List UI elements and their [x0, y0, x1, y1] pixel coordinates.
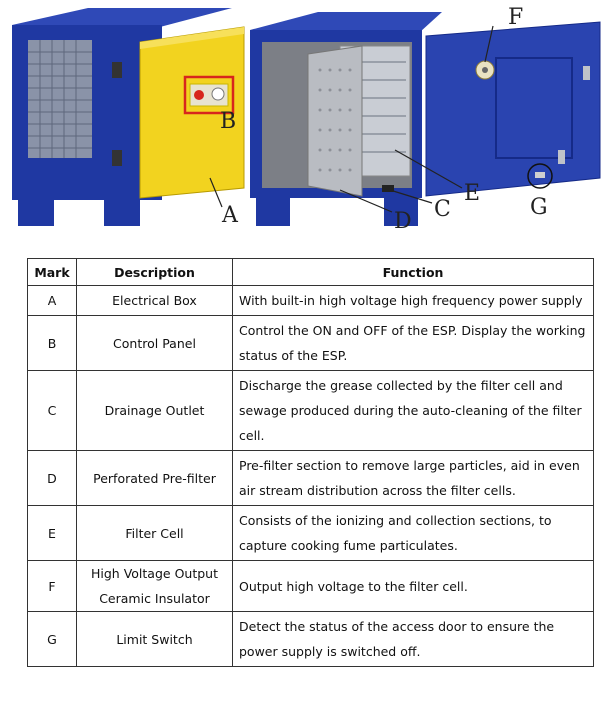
row-mark: C — [28, 371, 77, 451]
callout-g: G — [530, 195, 548, 220]
table-header-row — [28, 259, 594, 286]
row-function: Discharge the grease collected by the filter cell and sewage produced during the auto-cleaning of the filter cell. — [233, 371, 594, 451]
row-description: High Voltage Output Ceramic Insulator — [77, 561, 233, 612]
row-mark: D — [28, 451, 77, 506]
table-row — [28, 286, 594, 316]
callout-a: A — [222, 203, 238, 228]
row-mark: G — [28, 612, 77, 667]
table-row — [28, 561, 594, 612]
table-row — [28, 371, 594, 451]
row-mark: E — [28, 506, 77, 561]
table-row — [28, 316, 594, 371]
row-description: Electrical Box — [77, 286, 233, 316]
row-function: Detect the status of the access door to ensure the power supply is switched off. — [233, 612, 594, 667]
esp-unit-closed — [12, 8, 244, 226]
row-function: With built-in high voltage high frequency power supply — [233, 286, 594, 316]
callout-c: C — [434, 197, 451, 222]
callout-f: F — [508, 5, 524, 30]
row-function: Pre-filter section to remove large particles, aid in even air stream distribution across the filter cells. — [233, 451, 594, 506]
callout-e: E — [464, 181, 481, 206]
callout-d: D — [394, 209, 412, 234]
row-description: Perforated Pre-filter — [77, 451, 233, 506]
table-row — [28, 451, 594, 506]
row-description: Drainage Outlet — [77, 371, 233, 451]
table-row — [28, 612, 594, 667]
header-function: Function — [233, 259, 594, 286]
component-table — [27, 258, 594, 667]
row-mark: F — [28, 561, 77, 612]
row-description: Limit Switch — [77, 612, 233, 667]
row-function: Output high voltage to the filter cell. — [233, 561, 594, 612]
header-mark: Mark — [28, 259, 77, 286]
row-function: Control the ON and OFF of the ESP. Display the working status of the ESP. — [233, 316, 594, 371]
product-photos — [0, 0, 612, 240]
row-description: Control Panel — [77, 316, 233, 371]
row-function: Consists of the ionizing and collection sections, to capture cooking fume particulates. — [233, 506, 594, 561]
row-mark: A — [28, 286, 77, 316]
table-row — [28, 506, 594, 561]
row-mark: B — [28, 316, 77, 371]
header-description: Description — [77, 259, 233, 286]
esp-illustration — [0, 0, 612, 240]
row-description: Filter Cell — [77, 506, 233, 561]
esp-unit-open — [250, 12, 600, 226]
callout-b: B — [220, 109, 237, 134]
